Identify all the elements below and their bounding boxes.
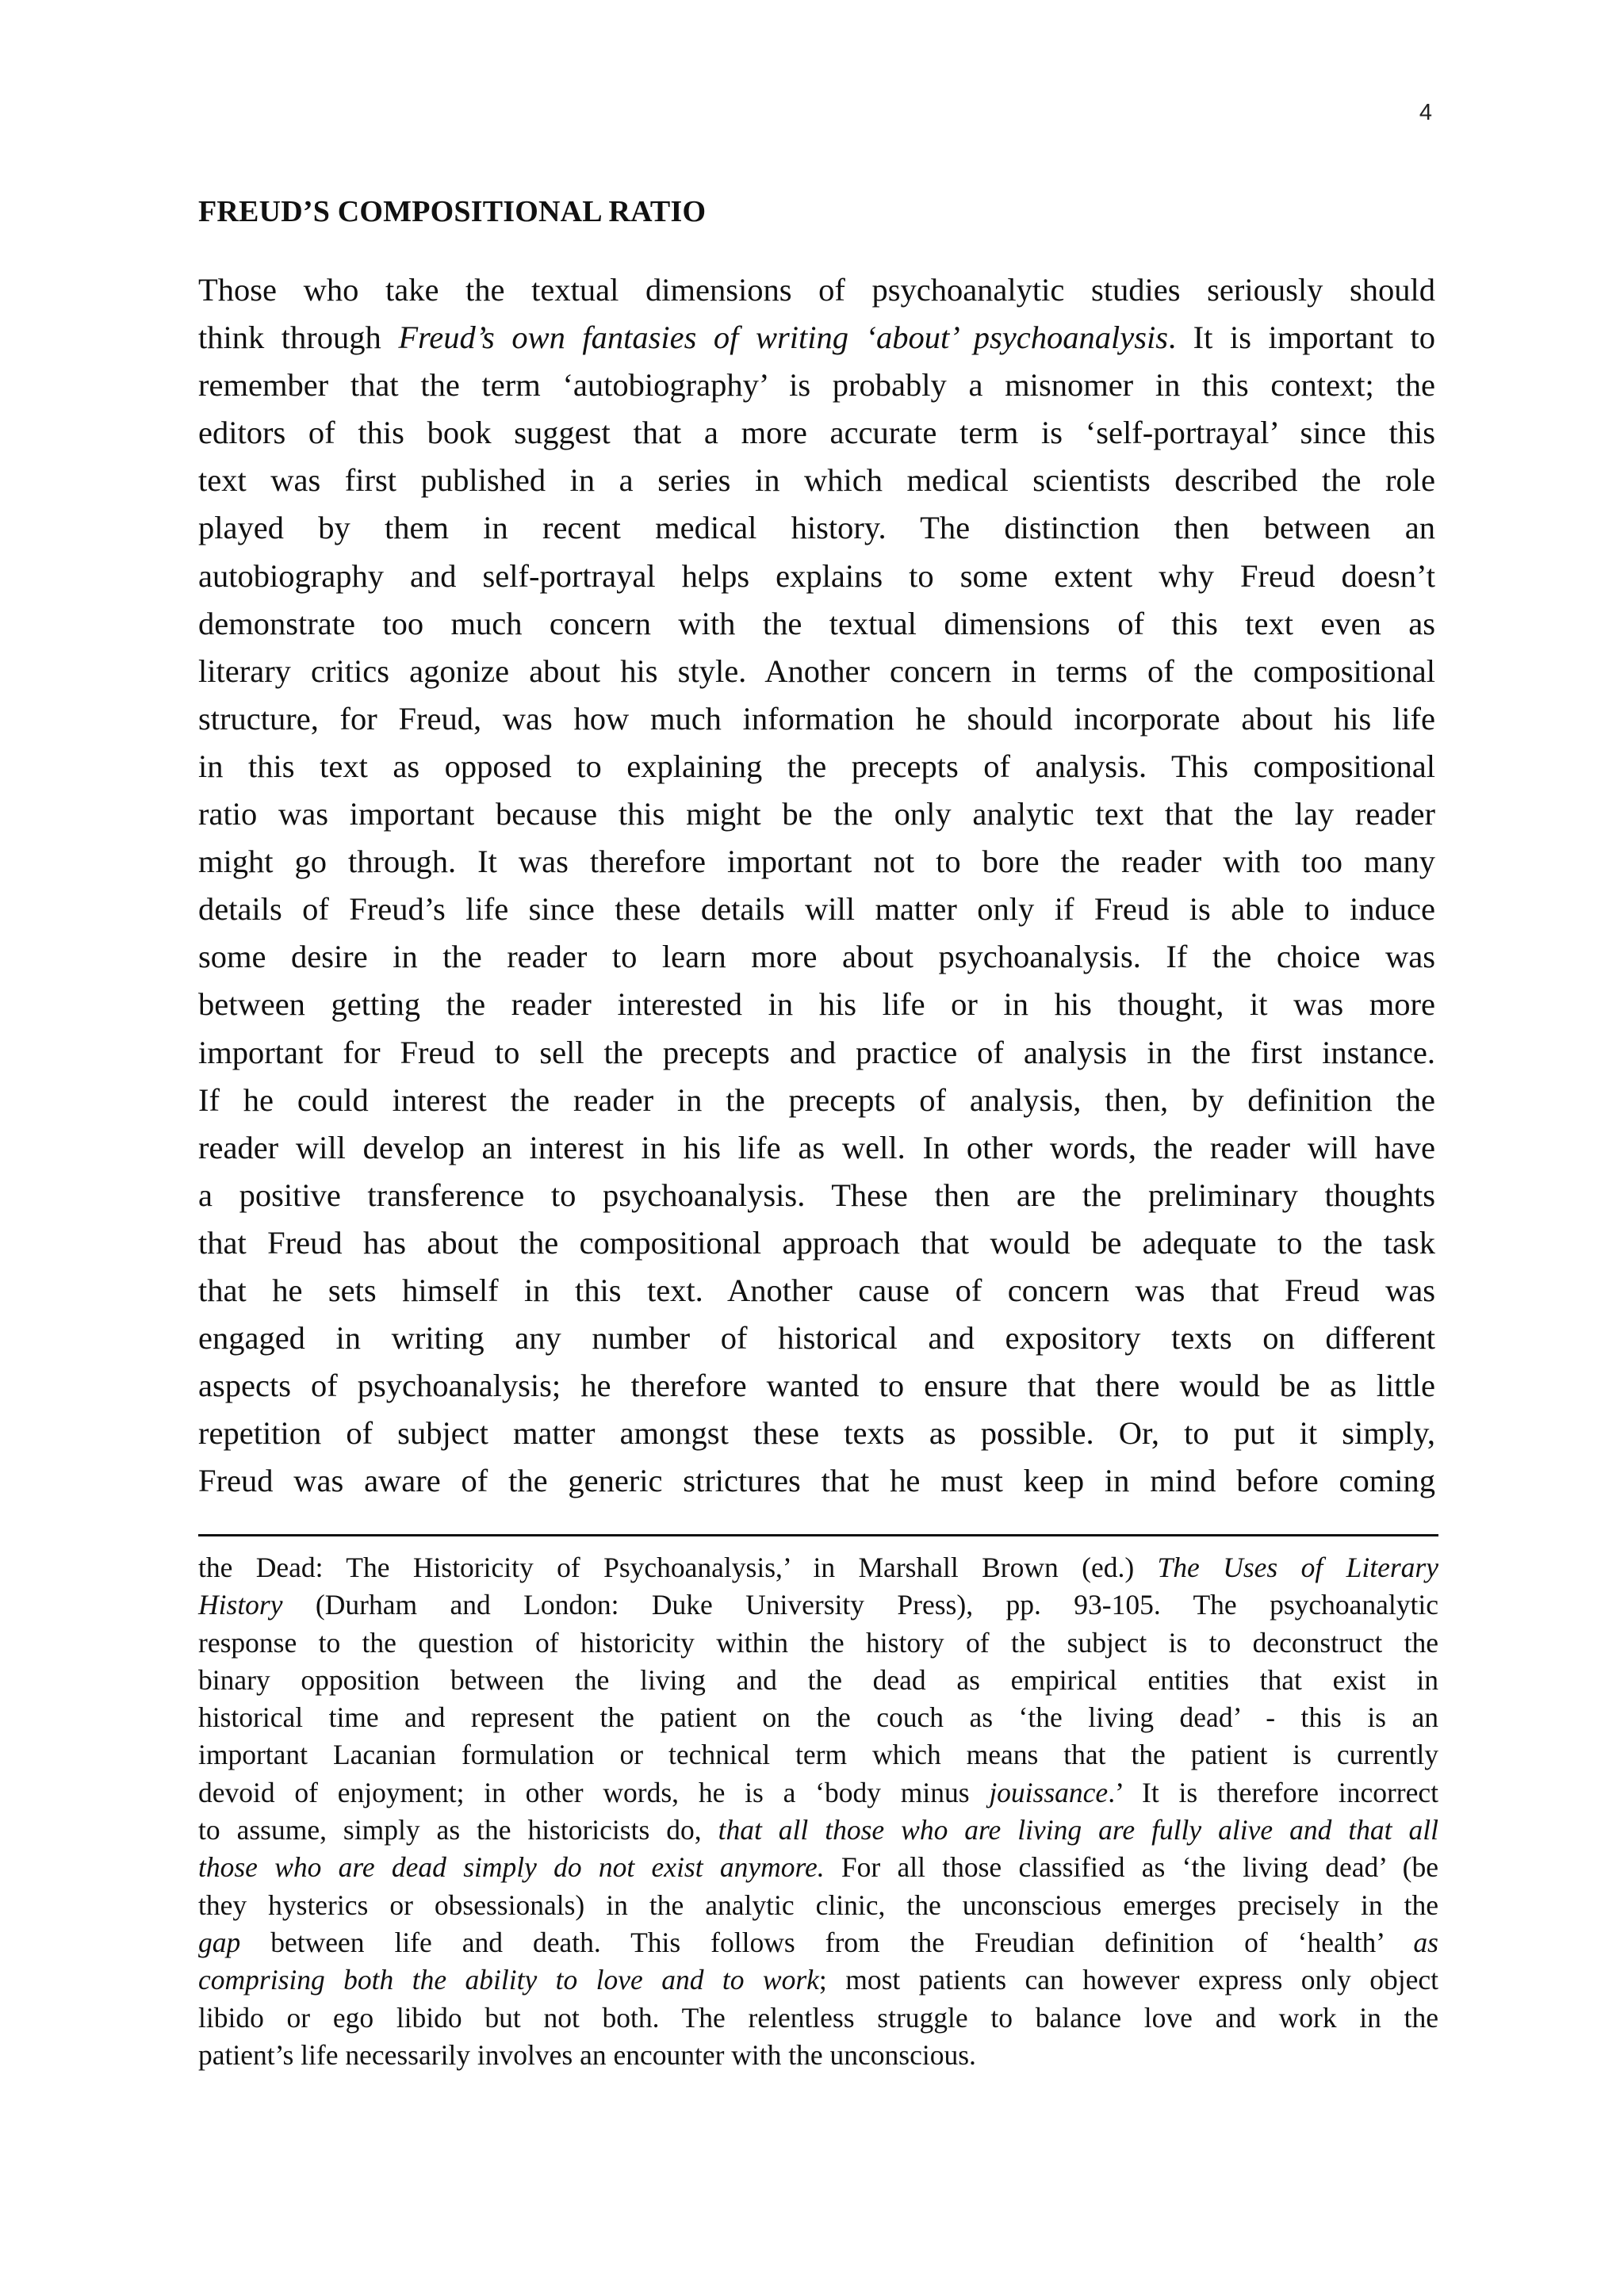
italic-text: that all those who are living are fully alive and that all xyxy=(718,1814,1438,1846)
page-number: 4 xyxy=(1419,100,1432,125)
body-line xyxy=(198,1314,1435,1362)
body-line xyxy=(198,1077,1435,1124)
text-run: played by them in recent medical history. The distinction then between an xyxy=(198,510,1435,546)
footnote-line xyxy=(198,1774,1438,1812)
body-line xyxy=(198,600,1435,648)
text-run: .’ It is therefore incorrect xyxy=(1108,1776,1438,1808)
body-line xyxy=(198,457,1435,504)
body-line xyxy=(198,886,1435,933)
italic-text: comprising both the ability to love and to work xyxy=(198,1964,819,1996)
body-line xyxy=(198,1172,1435,1219)
text-run: engaged in writing any number of historical and expository texts on different xyxy=(198,1320,1435,1357)
text-run: a positive transference to psychoanalysis. These then are the preliminary thoughts xyxy=(198,1177,1435,1213)
footnote-line xyxy=(198,1924,1438,1961)
italic-text: History xyxy=(198,1589,283,1621)
italic-text: as xyxy=(1413,1926,1438,1958)
text-run: some desire in the reader to learn more about psychoanalysis. If the choice was xyxy=(198,939,1435,975)
footnote-line xyxy=(198,1999,1438,2037)
text-run: details of Freud’s life since these details will matter only if Freud is able to induce xyxy=(198,891,1435,928)
text-run: . It is important to xyxy=(1168,320,1435,356)
body-line xyxy=(198,838,1435,886)
body-line xyxy=(198,1267,1435,1314)
text-run: editors of this book suggest that a more accurate term is ‘self-portrayal’ since this xyxy=(198,415,1435,451)
text-run: in this text as opposed to explaining the precepts of analysis. This compositional xyxy=(198,748,1435,784)
footnote-line xyxy=(198,1812,1438,1849)
text-run: libido or ego libido but not both. The relentless struggle to balance love and work in the xyxy=(198,2001,1438,2034)
body-line xyxy=(198,1029,1435,1077)
text-run: might go through. It was therefore important not to bore the reader with too many xyxy=(198,844,1435,880)
body-line xyxy=(198,1410,1435,1457)
text-run: text was first published in a series in which medical scientists described the role xyxy=(198,462,1435,499)
footnote-line xyxy=(198,1887,1438,1924)
text-run: repetition of subject matter amongst these texts as possible. Or, to put it simply, xyxy=(198,1415,1435,1452)
body-line xyxy=(198,1362,1435,1410)
body-line xyxy=(198,362,1435,409)
text-run: Those who take the textual dimensions of psychoanalytic studies seriously should xyxy=(198,272,1435,308)
text-run: autobiography and self-portrayal helps explains to some extent why Freud doesn’t xyxy=(198,557,1435,594)
text-run: historical time and represent the patient on the couch as ‘the living dead’ - this is an xyxy=(198,1701,1438,1734)
footnote-separator xyxy=(198,1534,1438,1536)
body-line xyxy=(198,504,1435,552)
text-run: response to the question of historicity within the history of the subject is to deconstruct the xyxy=(198,1626,1438,1659)
footnote-line xyxy=(198,1624,1438,1662)
body-line xyxy=(198,1457,1435,1505)
text-run: structure, for Freud, was how much information he should incorporate about his life xyxy=(198,700,1435,737)
text-run: that he sets himself in this text. Another cause of concern was that Freud was xyxy=(198,1272,1435,1308)
text-run: binary opposition between the living and the dead as empirical entities that exist in xyxy=(198,1663,1438,1696)
italic-text: those who are dead simply do not exist anymore. xyxy=(198,1851,825,1884)
body-line xyxy=(198,933,1435,981)
footnote-line xyxy=(198,1849,1438,1886)
section-heading: FREUD’S COMPOSITIONAL RATIO xyxy=(198,195,707,228)
text-run: ; most patients can however express only object xyxy=(818,1964,1438,1996)
body-line xyxy=(198,266,1435,314)
text-run: aspects of psychoanalysis; he therefore wanted to ensure that there would be as little xyxy=(198,1368,1435,1404)
body-line xyxy=(198,1124,1435,1172)
footnote-line xyxy=(198,2037,1438,2074)
text-run: If he could interest the reader in the precepts of analysis, then, by definition the xyxy=(198,1081,1435,1118)
body-line xyxy=(198,695,1435,743)
italic-text: gap xyxy=(198,1926,241,1958)
body-line xyxy=(198,553,1435,600)
text-run: important for Freud to sell the precepts and practice of analysis in the first instance. xyxy=(198,1034,1435,1070)
text-run: patient’s life necessarily involves an encounter with the unconscious. xyxy=(198,2038,976,2071)
italic-text: Freud’s own fantasies of writing ‘about’ psychoanalysis xyxy=(398,320,1169,356)
text-run: literary critics agonize about his style. Another concern in terms of the compositional xyxy=(198,652,1435,689)
text-run: (Durham and London: Duke University Press), pp. 93-105. The psychoanalytic xyxy=(282,1589,1438,1621)
text-run: devoid of enjoyment; in other words, he is a ‘body minus xyxy=(198,1776,990,1808)
text-run: reader will develop an interest in his life as well. In other words, the reader will have xyxy=(198,1129,1435,1165)
footnote-line xyxy=(198,1662,1438,1699)
text-run: Freud was aware of the generic strictures that he must keep in mind before coming xyxy=(198,1463,1435,1499)
footnote-line xyxy=(198,1736,1438,1774)
text-run: important Lacanian formulation or technical term which means that the patient is currently xyxy=(198,1739,1438,1771)
text-run: between getting the reader interested in his life or in his thought, it was more xyxy=(198,986,1435,1023)
footnote-line xyxy=(198,1549,1438,1586)
text-run: between life and death. This follows from the Freudian definition of ‘health’ xyxy=(240,1926,1414,1958)
body-line xyxy=(198,314,1435,362)
italic-text: jouissance xyxy=(989,1776,1109,1808)
body-line xyxy=(198,409,1435,457)
text-run: to assume, simply as the historicists do, xyxy=(198,1814,718,1846)
text-run: that Freud has about the compositional approach that would be adequate to the task xyxy=(198,1224,1435,1261)
body-line xyxy=(198,790,1435,838)
footnote-line xyxy=(198,1586,1438,1624)
body-line xyxy=(198,981,1435,1028)
footnote-line xyxy=(198,1699,1438,1736)
body-line xyxy=(198,1219,1435,1267)
text-run: For all those classified as ‘the living dead’ (be xyxy=(824,1851,1438,1884)
footnote-line xyxy=(198,1961,1438,1999)
text-run: the Dead: The Historicity of Psychoanalysis,’ in Marshall Brown (ed.) xyxy=(198,1552,1158,1583)
text-run: ratio was important because this might be the only analytic text that the lay reader xyxy=(198,796,1435,832)
text-run: think through xyxy=(198,320,399,356)
body-line xyxy=(198,648,1435,695)
text-run: demonstrate too much concern with the textual dimensions of this text even as xyxy=(198,605,1435,641)
text-run: they hysterics or obsessionals) in the analytic clinic, the unconscious emerges precisely in the xyxy=(198,1888,1438,1921)
footnote-text xyxy=(198,1549,1438,2074)
italic-text: The Uses of Literary xyxy=(1157,1552,1438,1583)
body-paragraph xyxy=(198,266,1435,1505)
text-run: remember that the term ‘autobiography’ is probably a misnomer in this context; the xyxy=(198,367,1435,404)
body-line xyxy=(198,743,1435,790)
